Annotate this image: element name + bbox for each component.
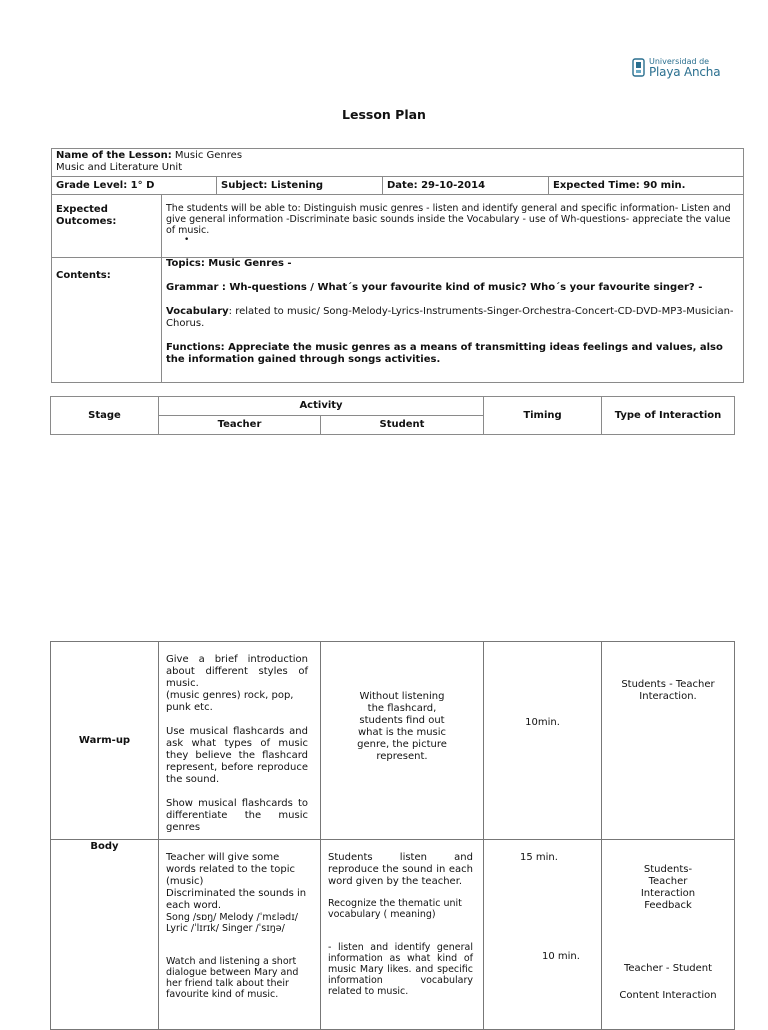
unit-name: Music and Literature Unit: [56, 162, 183, 173]
warmup-student: Without listening the flashcard, students find out what is the music genre, the picture represent.: [321, 642, 484, 840]
functions: Functions: Appreciate the music genres as a means of transmitting ideas feelings and values, also the information gained through songs activities.: [166, 342, 723, 365]
body-student: [321, 840, 484, 1030]
activity-header: Activity: [159, 397, 484, 416]
body-interaction-2: Teacher - Student: [623, 963, 713, 974]
body-student-p2: Recognize the thematic unit vocabulary ( meaning): [328, 898, 462, 920]
page-title: Lesson Plan: [342, 107, 426, 122]
lesson-name-cell: [52, 149, 744, 177]
outcomes-label: Expected Outcomes:: [52, 195, 162, 258]
body-timing-2: 10 min.: [542, 951, 580, 962]
warmup-teacher-p2: (music genres) rock, pop, punk etc.: [166, 690, 294, 713]
outcomes-text: The students will be able to: Distinguish music genres - listen and identify general and specific information- Listen and give general information -Discriminate basic sounds inside the Vocabulary - use of Wh-questions- appreciate the value of music.: [166, 203, 731, 236]
body-teacher: [159, 840, 321, 1030]
student-header: Student: [321, 416, 484, 435]
table-row: [51, 840, 735, 1030]
table-row: [51, 642, 735, 840]
interaction-header: Type of Interaction: [602, 397, 735, 435]
body-student-p1: Students listen and reproduce the sound in each word given by the teacher.: [328, 852, 473, 887]
body-interaction-3: Content Interaction: [619, 990, 717, 1001]
outcomes-cell: [162, 195, 744, 258]
expected-time: Expected Time: 90 min.: [549, 177, 744, 195]
grammar: Grammar : Wh-questions / What´s your favourite kind of music? Who´s your favourite singer? -: [166, 282, 703, 293]
body-interaction-1: Students- Teacher Interaction Feedback: [640, 864, 696, 911]
lesson-name-value: Music Genres: [174, 150, 243, 161]
body-teacher-lyric: Lyric /ˈlɪrɪk/ Singer /ˈsɪŋə/: [166, 923, 285, 934]
logo-line-1: Universidad de: [649, 57, 710, 66]
body-timing-1: 15 min.: [520, 852, 558, 863]
warmup-teacher-p3: Use musical flashcards and ask what types of music they believe the flashcard represent, before reproduce the sound.: [166, 726, 308, 785]
contents-label: Contents:: [52, 258, 162, 383]
logo-line-2: Playa Ancha: [649, 65, 721, 79]
lesson-info-table: [51, 148, 744, 383]
warmup-timing: 10min.: [484, 642, 602, 840]
body-student-p3: - listen and identify general information as what kind of music Mary likes. and specific information vocabulary related to music.: [328, 942, 473, 997]
stage-header: Stage: [51, 397, 159, 435]
timing-header: Timing: [484, 397, 602, 435]
university-emblem-icon: [632, 58, 645, 77]
activities-table: [50, 641, 735, 1030]
lesson-date: Date: 29-10-2014: [383, 177, 549, 195]
body-interaction: [602, 840, 735, 1030]
university-logo: [632, 56, 722, 80]
vocabulary-label: Vocabulary: [166, 306, 229, 317]
body-teacher-p3: Watch and listening a short dialogue between Mary and her friend talk about their favourite kind of music.: [166, 956, 299, 1000]
teacher-header: Teacher: [159, 416, 321, 435]
topics: Topics: Music Genres -: [166, 258, 292, 269]
body-timing: [484, 840, 602, 1030]
body-teacher-p2: Discriminated the sounds in each word.: [166, 888, 307, 911]
lesson-name-label: Name of the Lesson:: [56, 150, 172, 161]
body-teacher-song: Song /sɒŋ/ Melody /ˈmɛlədɪ/: [166, 912, 298, 923]
warmup-teacher-p1: Give a brief introduction about different styles of music.: [166, 654, 308, 689]
stage-header-table: [50, 396, 735, 435]
grade-level: Grade Level: 1° D: [52, 177, 217, 195]
subject: Subject: Listening: [217, 177, 383, 195]
contents-cell: [162, 258, 744, 383]
body-stage: Body: [51, 840, 159, 1030]
body-teacher-p1: Teacher will give some words related to the topic (music): [166, 852, 295, 887]
warmup-teacher-p4: Show musical flashcards to differentiate the music genres: [166, 798, 308, 833]
warmup-stage: Warm-up: [51, 642, 159, 840]
vocabulary-text: : related to music/ Song-Melody-Lyrics-Instruments-Singer-Orchestra-Concert-CD-DVD-MP3-Musician-Chorus.: [166, 306, 734, 329]
outcomes-bullet: •: [184, 235, 190, 245]
warmup-interaction: Students - Teacher Interaction.: [602, 642, 735, 840]
warmup-teacher: [159, 642, 321, 840]
vocabulary: [166, 306, 739, 330]
